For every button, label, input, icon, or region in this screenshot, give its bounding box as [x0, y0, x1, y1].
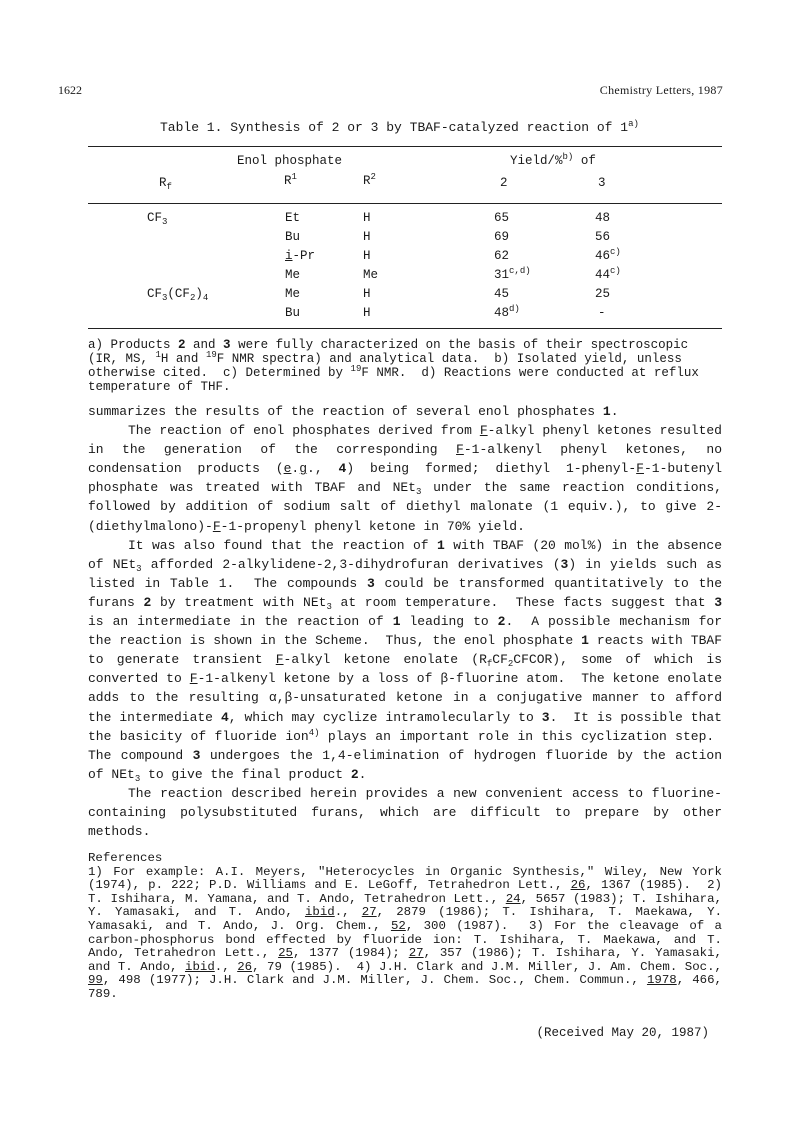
header-yield	[510, 154, 596, 168]
received-date: (Received May 20, 1987)	[536, 1026, 709, 1040]
row-2-yield-2: 62	[494, 249, 510, 263]
row-0-rf: $CF_3$	[147, 211, 168, 227]
header-yield-sup: b)	[562, 152, 574, 162]
row-3-r1: Me	[285, 268, 301, 282]
row-3-yield-2: 31$^{c,d)}$	[494, 266, 531, 282]
row-0-yield-3: 48	[595, 211, 611, 225]
row-1-yield-3: 56	[595, 230, 611, 244]
row-2-r1: i-Pr	[285, 249, 316, 263]
body-text	[88, 402, 722, 841]
paragraph-3: It was also found that the reaction of 1 with TBAF (20 mol%) in the absence of NEt$_3$ afforded 2-alkylidene-2,3-dihydrofuran derivatives (3) in yields such as listed in Table 1. The compounds 3 could be transformed quantitatively to the furans 2 by treatment with NEt$_3$ at room temperature. These facts suggest that 3 is an intermediate in the reaction of 1 leading to 2. A possible mechanism for the reaction is shown in the Scheme. Thus, the enol phosphate 1 reacts with TBAF to generate transient F-alkyl ketone enolate $(R_fCF_2CFCOR)$, some of which is converted to F-1-alkenyl ketone by a loss of β-fluorine atom. The ketone enolate adds to the resulting α,β-unsaturated ketone in a conjugative manner to afford the intermediate 4, which may cyclize intramolecularly to 3. It is possible that the basicity of fluoride ion$^{4)}$ plays an important role in this cyclization step. The compound 3 undergoes the 1,4-elimination of hydrogen fluoride by the action of NEt$_3$ to give the final product 2.	[88, 537, 723, 784]
header-yield-of: of	[573, 154, 596, 168]
references-list: 1) For example: A.I. Meyers, "Heterocycles in Organic Synthesis," Wiley, New York (1974), p. 222; P.D. Williams and E. LeGoff, Tetrahedron Lett., 26, 1367 (1985). 2) T. Ishihara, M. Yamana, and T. Ando, Tetrahedron Lett., 24, 5657 (1983); T. Ishihara, Y. Yamasaki, and T. Ando, ibid., 27, 2879 (1986); T. Ishihara, T. Maekawa, Y. Yamasaki, and T. Ando, J. Org. Chem., 52, 300 (1987). 3) For the cleavage of a carbon-phosphorus bond effected by fluoride ion: T. Ishihara, T. Maekawa, and T. Ando, Tetrahedron Lett., 25, 1377 (1984); 27, 357 (1986); T. Ishihara, Y. Yamasaki, and T. Ando, ibid., 26, 79 (1985). 4) J.H. Clark and J.M. Miller, J. Am. Chem. Soc., 99, 498 (1977); J.H. Clark and J.M. Miller, J. Chem. Soc., Chem. Commun., 1978, 466, 789.	[88, 864, 723, 1001]
header-r1-label: R	[284, 174, 292, 188]
table-caption-footnote-mark: a)	[628, 119, 639, 129]
table-bottom-rule	[88, 328, 722, 329]
row-5-r2: H	[363, 306, 371, 320]
journal-header: Chemistry Letters, 1987	[599, 83, 723, 97]
table-caption	[160, 120, 639, 135]
row-0-r2: H	[363, 211, 371, 225]
row-4-rf: $CF_3(CF_2)_4$	[147, 287, 209, 303]
header-r2	[363, 174, 376, 188]
page-number: 1622	[58, 83, 82, 97]
row-0-r1: Et	[285, 211, 301, 225]
references	[88, 852, 722, 1002]
row-5-yield-2: 48$^{d)}$	[494, 304, 520, 320]
header-r1-sup: 1	[291, 172, 297, 182]
table-header-rule	[88, 203, 722, 204]
header-rf	[159, 176, 172, 190]
table-footnotes: a) Products 2 and 3 were fully characterized on the basis of their spectroscopic (IR, MS, $^1$H and $^{19}$F NMR spectra) and analytical data. b) Isolated yield, unless otherwise cited. c) Determined by $^{19}$F NMR. d) Reactions were conducted at reflux temperature of THF.	[88, 338, 699, 394]
row-1-yield-2: 69	[494, 230, 510, 244]
row-3-r2: Me	[363, 268, 379, 282]
row-0-yield-2: 65	[494, 211, 510, 225]
header-r2-sup: 2	[370, 172, 376, 182]
header-rf-sub: f	[166, 182, 172, 192]
paragraph-2: The reaction of enol phosphates derived from F-alkyl phenyl ketones resulted in the generation of the corresponding F-1-alkenyl phenyl ketones, no condensation products (e.g., 4) being formed; diethyl 1-phenyl-F-1-butenyl phosphate was treated with TBAF and NEt$_3$ under the same reaction conditions, followed by addition of sodium salt of diethyl malonate (1 equiv.), to give 2-(diethylmalono)-F-1-propenyl phenyl ketone in 70% yield.	[88, 423, 722, 534]
header-r1	[284, 174, 297, 188]
row-4-r1: Me	[285, 287, 301, 301]
row-3-yield-3: 44$^{c)}$	[595, 266, 621, 282]
row-2-r2: H	[363, 249, 371, 263]
row-1-r1: Bu	[285, 230, 301, 244]
table-top-rule	[88, 146, 722, 147]
header-col-2: 2	[500, 176, 508, 190]
row-5-r1: Bu	[285, 306, 301, 320]
row-4-yield-3: 25	[595, 287, 611, 301]
row-1-r2: H	[363, 230, 371, 244]
references-heading: References	[88, 851, 163, 865]
row-2-yield-3: 46$^{c)}$	[595, 247, 621, 263]
row-5-yield-3: -	[598, 306, 606, 320]
row-4-yield-2: 45	[494, 287, 510, 301]
paragraph-4: The reaction described herein provides a new convenient access to fluorine-containing polysubstituted furans, which are difficult to prepare by other methods.	[88, 785, 722, 840]
row-4-r2: H	[363, 287, 371, 301]
table-caption-text: Table 1. Synthesis of 2 or 3 by TBAF-catalyzed reaction of 1	[160, 120, 629, 135]
header-rf-label: R	[159, 176, 167, 190]
paragraph-1: summarizes the results of the reaction of several enol phosphates 1.	[88, 404, 619, 419]
header-col-3: 3	[598, 176, 606, 190]
header-yield-label: Yield/%	[510, 154, 563, 168]
header-r2-label: R	[363, 174, 371, 188]
header-enol-phosphate: Enol phosphate	[237, 154, 343, 168]
